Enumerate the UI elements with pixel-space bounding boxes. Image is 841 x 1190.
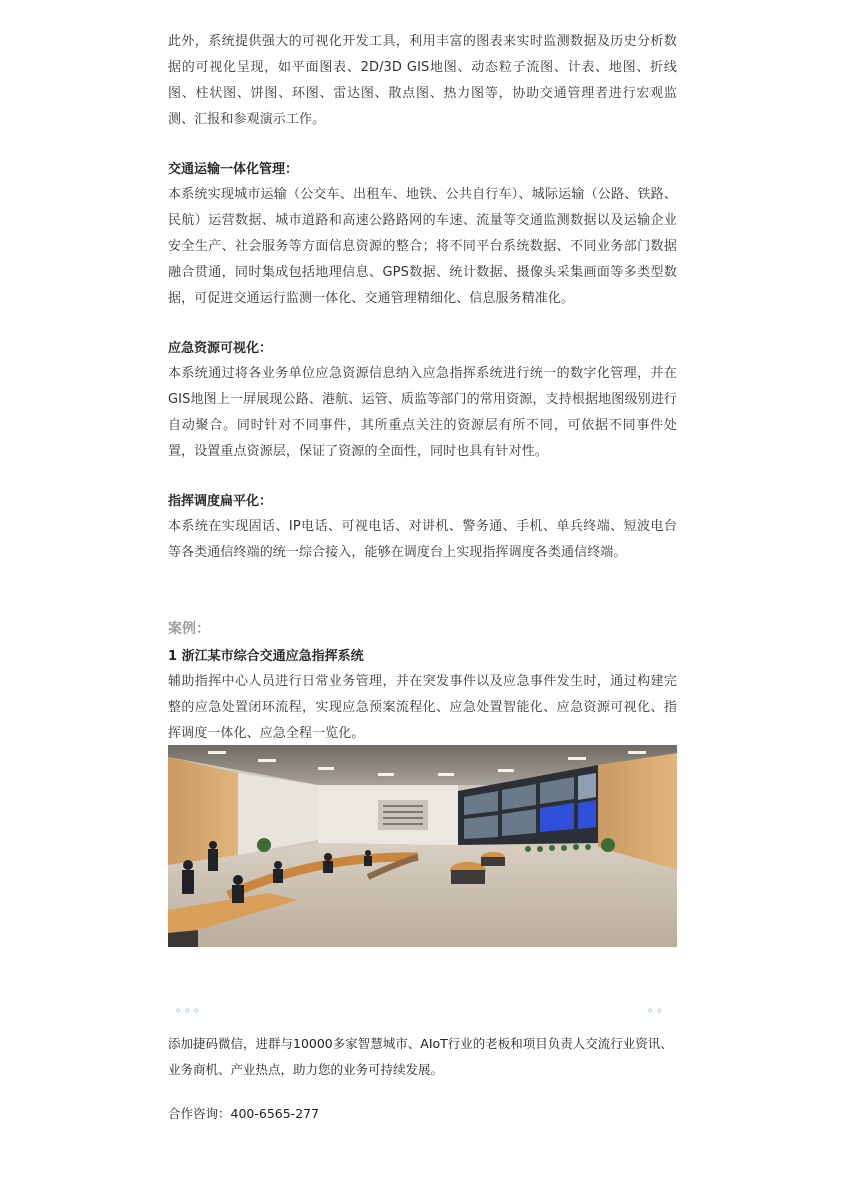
case-label: 案例： xyxy=(168,621,210,637)
section-paragraph: 本系统实现城市运输（公交车、出租车、地铁、公共自行车）、城际运输（公路、铁路、民航）运营数据、城市道路和高速公路路网的车速、流量等交通监测数据以及运输企业安全生产、社会服务等方面信息资源的整合；将不同平台系统数据、不同业务部门数据融合贯通，同时集成包括地理信息、GPS数据、统计数据、摄像头采集画面等多类型数据，可促进交通运行监测一体化、交通管理精细化、信息服务精准化。 xyxy=(168,187,677,306)
section-heading: 交通运输一体化管理： xyxy=(168,162,299,177)
section-dispatch-flattening xyxy=(168,490,677,566)
footer-block xyxy=(168,1031,677,1127)
case-paragraph: 辅助指挥中心人员进行日常业务管理，并在突发事件以及应急事件发生时，通过构建完整的应急处置闭环流程，实现应急预案流程化、应急处置智能化、应急资源可视化、指挥调度一体化、应急全程一览化。 xyxy=(168,674,677,741)
case-block xyxy=(168,617,677,747)
section-paragraph: 本系统通过将各业务单位应急资源信息纳入应急指挥系统进行统一的数字化管理，并在GIS地图上一屏展现公路、港航、运管、质监等部门的常用资源，支持根据地图级别进行自动聚合。同时针对不同事件，其所重点关注的资源层有所不同，可依据不同事件处置，设置重点资源层，保证了资源的全面性，同时也具有针对性。 xyxy=(168,366,677,459)
decor-dots-right: 。。 xyxy=(648,1000,673,1014)
section-heading: 指挥调度扁平化： xyxy=(168,494,273,509)
section-integrated-management xyxy=(168,158,677,312)
decor-dots-left: 。。。 xyxy=(176,1000,210,1014)
footer-promo: 添加捷码微信，进群与10000多家智慧城市、AIoT行业的老板和项目负责人交流行业资讯、业务商机、产业热点，助力您的业务可持续发展。 xyxy=(168,1036,673,1077)
command-center-photo xyxy=(168,745,677,947)
section-paragraph: 本系统在实现固话、IP电话、可视电话、对讲机、警务通、手机、单兵终端、短波电台等各类通信终端的统一综合接入，能够在调度台上实现指挥调度各类通信终端。 xyxy=(168,519,677,560)
intro-paragraph: 此外，系统提供强大的可视化开发工具，利用丰富的图表来实时监测数据及历史分析数据的可视化呈现，如平面图表、2D/3D GIS地图、动态粒子流图、计表、地图、折线图、柱状图、饼图、环图、雷达图、散点图、热力图等，协助交通管理者进行宏观监测、汇报和参观演示工作。 xyxy=(168,34,677,127)
case-title: 1 浙江某市综合交通应急指挥系统 xyxy=(168,649,364,664)
section-emergency-resources xyxy=(168,337,677,465)
footer-contact: 合作咨询：400-6565-277 xyxy=(168,1106,320,1121)
intro-block xyxy=(168,29,677,133)
section-heading: 应急资源可视化： xyxy=(168,341,273,356)
